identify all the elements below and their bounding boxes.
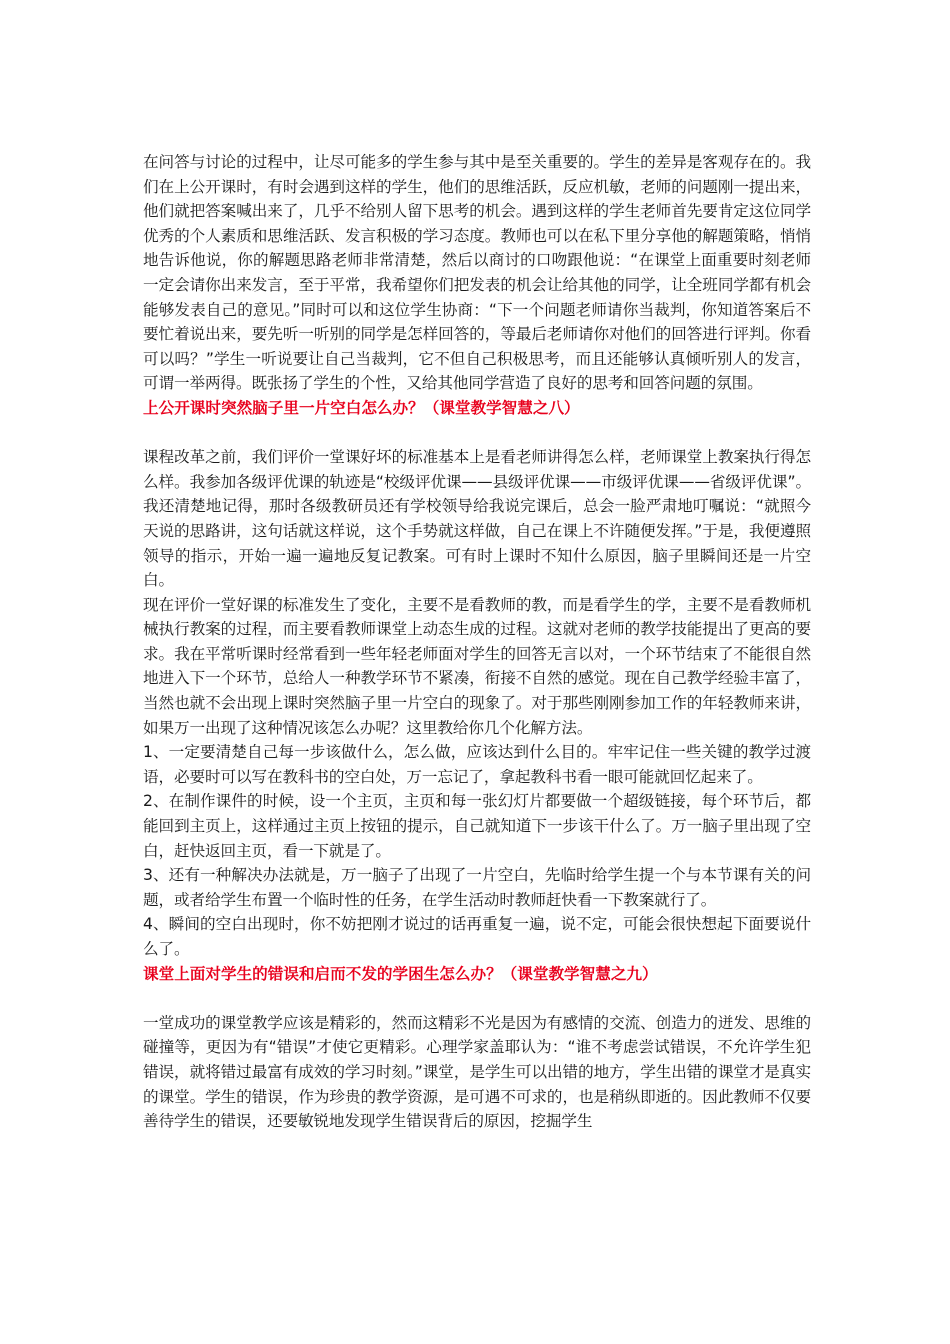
document-page [143, 150, 811, 1134]
spacer [143, 421, 811, 446]
paragraph: 课程改革之前，我们评价一堂课好坏的标准基本上是看老师讲得怎么样，老师课堂上教案执行得怎么样。我参加各级评优课的轨迹是“校级评优课——县级评优课——市级评优课——省级评优课”。我还清楚地记得，那时各级教研员还有学校领导给我说完课后，总会一脸严肃地叮嘱说：“就照今天说的思路讲，这句话就这样说，这个手势就这样做，自己在课上不许随便发挥。”于是，我便遵照领导的指示，开始一遍一遍地反复记教案。可有时上课时不知什么原因，脑子里瞬间还是一片空白。 [143, 448, 811, 590]
spacer [143, 986, 811, 1011]
paragraph: 一堂成功的课堂教学应该是精彩的，然而这精彩不光是因为有感情的交流、创造力的迸发、思维的碰撞等，更因为有“错误”才使它更精彩。心理学家盖耶认为：“谁不考虑尝试错误，不允许学生犯错误，就将错过最富有成效的学习时刻。”课堂，是学生可以出错的地方，学生出错的课堂才是真实的课堂。学生的错误，作为珍贵的教学资源，是可遇不可求的，也是稍纵即逝的。因此教师不仅要善待学生的错误，还要敏锐地发现学生错误背后的原因，挖掘学生 [143, 1013, 811, 1131]
list-item: 1、一定要清楚自己每一步该做什么，怎么做，应该达到什么目的。牢牢记住一些关键的教学过渡语，必要时可以写在教科书的空白处，万一忘记了，拿起教科书看一眼可能就回忆起来了。 [143, 743, 811, 786]
section-heading-8: 上公开课时突然脑子里一片空白怎么办？（课堂教学智慧之八） [143, 398, 580, 417]
paragraph: 现在评价一堂好课的标准发生了变化，主要不是看教师的教，而是看学生的学，主要不是看教师机械执行教案的过程，而主要看教师课堂上动态生成的过程。这就对老师的教学技能提出了更高的要求。我在平常听课时经常看到一些年轻老师面对学生的回答无言以对，一个环节结束了不能很自然地进入下一个环节，总给人一种教学环节不紧凑，衔接不自然的感觉。现在自己教学经验丰富了，当然也就不会出现上课时突然脑子里一片空白的现象了。对于那些刚刚参加工作的年轻教师来讲，如果万一出现了这种情况该怎么办呢？这里教给你几个化解方法。 [143, 595, 811, 737]
section-heading-9: 课堂上面对学生的错误和启而不发的学困生怎么办？（课堂教学智慧之九） [143, 964, 658, 983]
list-item: 3、还有一种解决办法就是，万一脑子了出现了一片空白，先临时给学生提一个与本节课有关的问题，或者给学生布置一个临时性的任务，在学生活动时教师赶快看一下教案就行了。 [143, 866, 811, 909]
list-item: 4、瞬间的空白出现时，你不妨把刚才说过的话再重复一遍，说不定，可能会很快想起下面要说什么了。 [143, 915, 811, 958]
paragraph: 在问答与讨论的过程中，让尽可能多的学生参与其中是至关重要的。学生的差异是客观存在的。我们在上公开课时，有时会遇到这样的学生，他们的思维活跃，反应机敏，老师的问题刚一提出来，他们就把答案喊出来了，几乎不给别人留下思考的机会。遇到这样的学生老师首先要肯定这位同学优秀的个人素质和思维活跃、发言积极的学习态度。教师也可以在私下里分享他的解题策略，悄悄地告诉他说，你的解题思路老师非常清楚，然后以商讨的口吻跟他说：“在课堂上面重要时刻老师一定会请你出来发言，至于平常，我希望你们把发表的机会让给其他的同学，让全班同学都有机会能够发表自己的意见。”同时可以和这位学生协商：“下一个问题老师请你当裁判，你知道答案后不要忙着说出来，要先听一听别的同学是怎样回答的，等最后老师请你对他们的回答进行评判。你看可以吗？”学生一听说要让自己当裁判，它不但自己积极思考，而且还能够认真倾听别人的发言，可谓一举两得。既张扬了学生的个性，又给其他同学营造了良好的思考和回答问题的氛围。 [143, 153, 811, 393]
list-item: 2、在制作课件的时候，设一个主页，主页和每一张幻灯片都要做一个超级链接，每个环节后，都能回到主页上，这样通过主页上按钮的提示，自己就知道下一步该干什么了。万一脑子里出现了空白，赶快返回主页，看一下就是了。 [143, 792, 811, 860]
